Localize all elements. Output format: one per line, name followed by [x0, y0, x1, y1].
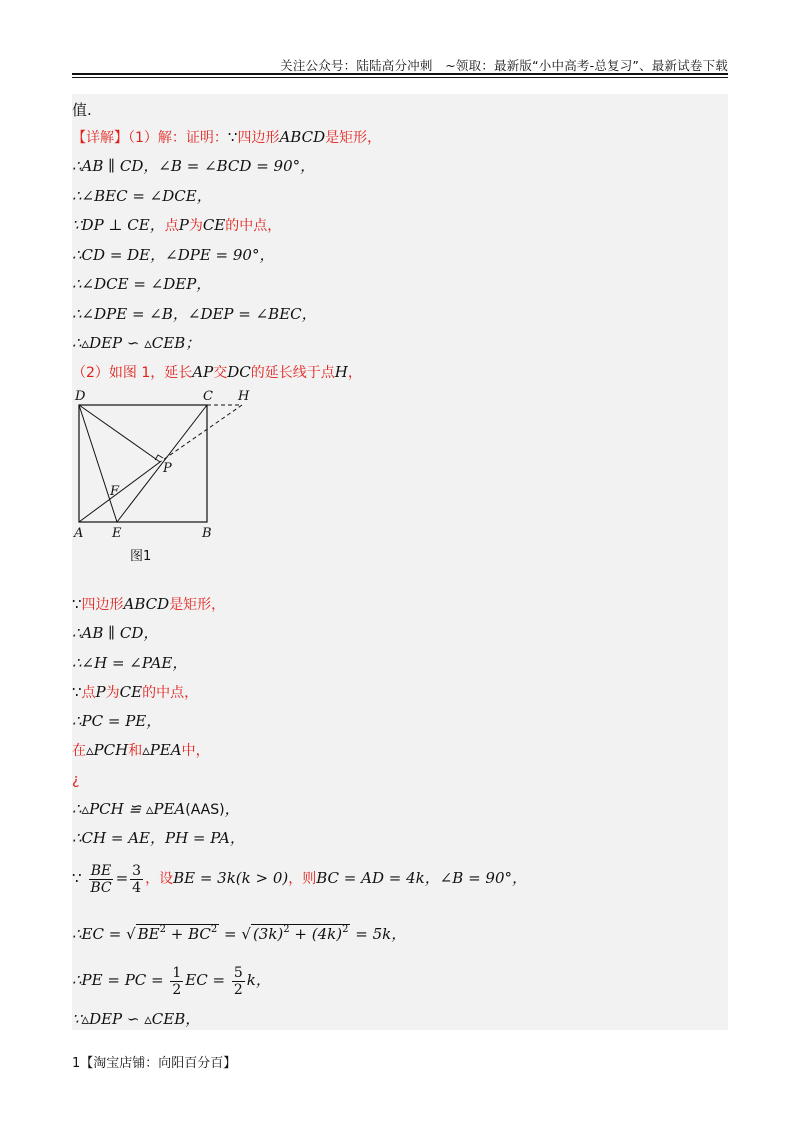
fraction-be-bc: $\frac{BE}{BC}$: [90, 862, 112, 896]
label-p: P: [163, 461, 172, 476]
label-e: E: [112, 526, 122, 541]
solution-content: [72, 94, 728, 1030]
page-header: 关注公众号：陆陆高分冲刺 ~领取：最新版“小中高考-总复习”、最新试卷下载: [280, 58, 728, 73]
fraction-3-4: $\frac{3}{4}$: [132, 862, 142, 896]
line-15: 在▵PCH和▵PEA中，: [72, 741, 210, 759]
line-14: ∴PC = PE，: [72, 712, 162, 730]
geometry-figure: [72, 390, 272, 570]
line-4: ∵DP ⊥ CE，点P为CE的中点，: [72, 216, 282, 234]
label-a: A: [74, 526, 84, 541]
line-12: ∴∠H = ∠PAE，: [72, 654, 188, 672]
line-11: ∴AB ∥ CD，: [72, 624, 159, 642]
line-21: ∴PE = PC = $\frac{1}{2}$ EC = $\frac{5}{2}$ k，: [72, 964, 271, 998]
fraction-1-2: $\frac{1}{2}$: [172, 964, 182, 998]
line-1: 【详解】（1）解：证明：∵四边形ABCD是矩形，: [72, 128, 382, 146]
line-22: ∵▵DEP ∽ ▵CEB，: [72, 1010, 201, 1028]
line-de: [79, 405, 117, 522]
line-ec: [117, 405, 207, 522]
line-2: ∴AB ∥ CD，∠B = ∠BCD = 90°，: [72, 157, 316, 175]
line-6: ∴∠DCE = ∠DEP，: [72, 275, 212, 293]
label-c: C: [203, 390, 213, 404]
line-19: ∵ $\frac{BE}{BC}$ = $\frac{3}{4}$ ，设BE = 3k(k > 0)，则BC = AD = 4k，∠B = 90°，: [72, 862, 528, 896]
line-7: ∴∠DPE = ∠B，∠DEP = ∠BEC，: [72, 305, 317, 323]
line-0: 值.: [72, 101, 92, 119]
line-9: （2）如图 1，延长AP交DC的延长线于点H，: [72, 363, 362, 381]
line-3: ∴∠BEC = ∠DCE，: [72, 187, 212, 205]
line-8: ∴▵DEP ∽ ▵CEB；: [72, 334, 201, 352]
line-10: ∵四边形ABCD是矩形，: [72, 595, 226, 613]
line-17: ∴▵PCH ≌ ▵PEA(AAS)，: [72, 800, 240, 818]
fraction-5-2: $\frac{5}{2}$: [233, 964, 243, 998]
figure-caption: 图1: [130, 549, 152, 564]
line-13: ∵点P为CE的中点，: [72, 683, 199, 701]
line-5: ∴CD = DE，∠DPE = 90°，: [72, 246, 275, 264]
header-rule: [72, 73, 728, 75]
line-18: ∴CH = AE，PH = PA，: [72, 829, 245, 847]
line-dp: [79, 405, 160, 462]
line-20: ∴EC = √ $BE^2 + BC^2$ = √ $(3k)^2 + (4k)^2 = 5k$，: [72, 924, 407, 943]
label-f: F: [110, 484, 120, 499]
label-d: D: [75, 390, 86, 404]
line-16: ¿: [72, 772, 80, 788]
label-h: H: [238, 390, 250, 404]
header-rule-thin: [72, 77, 728, 78]
line-ap: [79, 462, 160, 522]
page-footer: 1【淘宝店铺：向阳百分百】: [72, 1056, 237, 1071]
label-b: B: [202, 526, 212, 541]
